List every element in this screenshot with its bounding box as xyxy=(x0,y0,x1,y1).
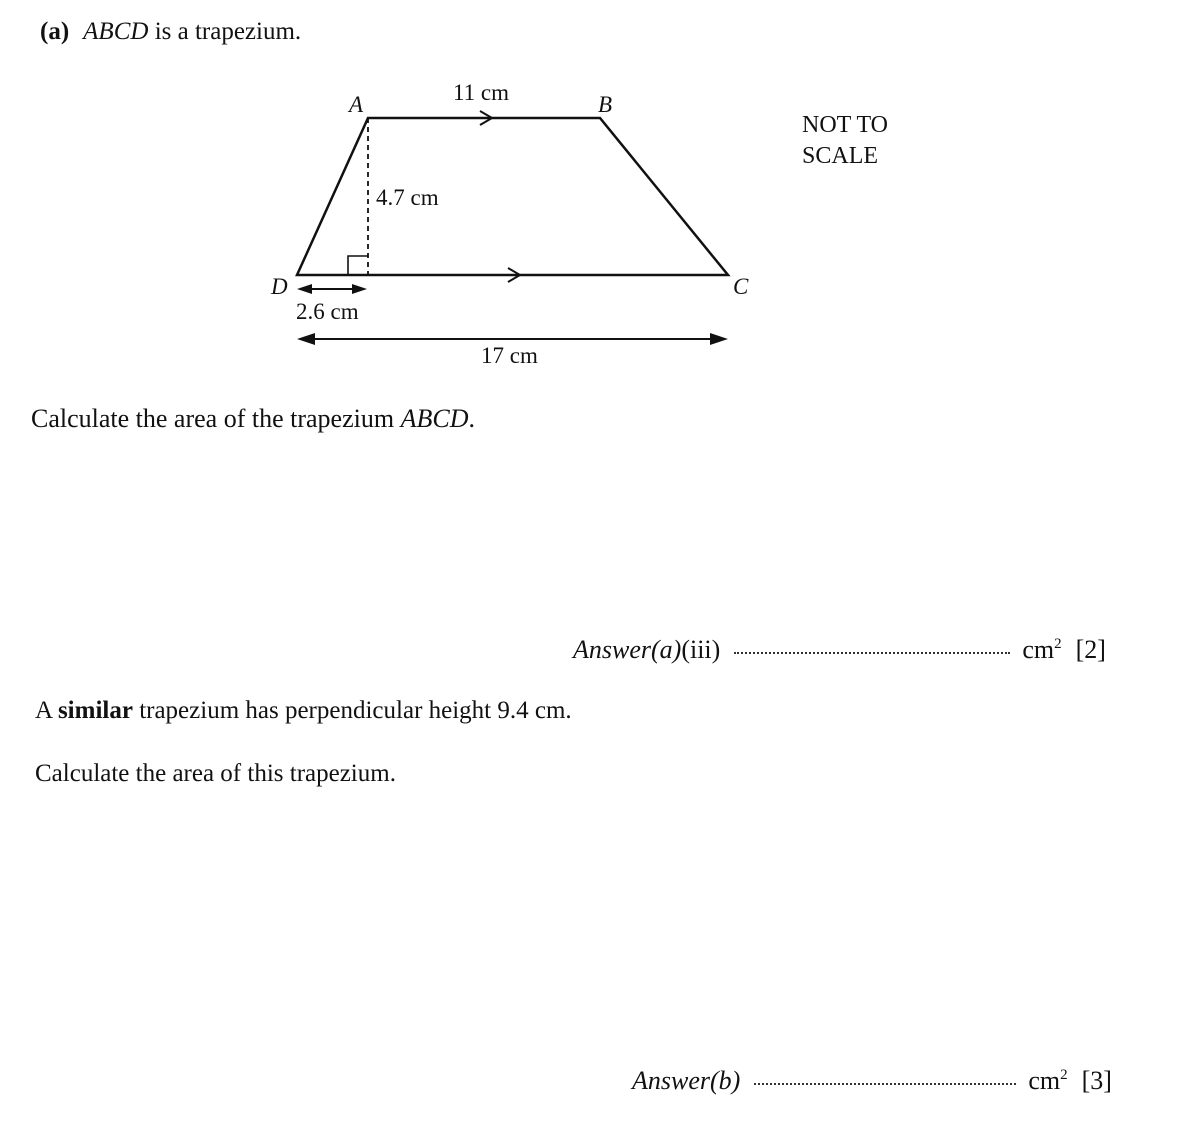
top-length-label: 11 cm xyxy=(453,80,509,105)
answer-b-line xyxy=(632,1066,1112,1096)
shape-name: ABCD xyxy=(83,18,149,45)
answer-b-label: Answer(b) xyxy=(632,1066,741,1095)
answer-b-marks: [3] xyxy=(1081,1066,1112,1095)
offset-arrow xyxy=(297,284,367,294)
answer-a-line xyxy=(573,635,1106,665)
question-a-shape: ABCD xyxy=(400,404,469,433)
part-label: (a) xyxy=(40,18,70,45)
question-a-text: Calculate the area of the trapezium ABCD. xyxy=(31,404,475,433)
height-length-label: 4.7 cm xyxy=(376,185,439,210)
offset-length-label: 2.6 cm xyxy=(296,299,359,324)
answer-a-unit: cm xyxy=(1022,635,1055,664)
answer-a-marks: [2] xyxy=(1075,635,1106,664)
bottom-length-label: 17 cm xyxy=(481,343,538,368)
not-to-scale-line-2: SCALE xyxy=(802,143,879,169)
answer-b-unit-power: 2 xyxy=(1060,1067,1068,1083)
answer-a-sub: (iii) xyxy=(681,635,721,664)
heading-text: is a trapezium. xyxy=(154,18,302,45)
question-b-line-2: Calculate the area of this trapezium. xyxy=(35,760,396,787)
trapezium-diagram xyxy=(0,0,1200,400)
answer-a-field[interactable] xyxy=(734,652,1010,654)
vertex-d-label: D xyxy=(271,274,288,299)
trapezium-outline xyxy=(297,118,728,275)
answer-b-field[interactable] xyxy=(754,1083,1016,1085)
not-to-scale-note xyxy=(802,110,942,172)
question-b-line-1: A similar trapezium has perpendicular height 9.4 cm. xyxy=(35,697,572,724)
right-angle-marker xyxy=(348,256,368,275)
not-to-scale-line-1: NOT TO xyxy=(802,112,889,138)
vertex-a-label: A xyxy=(349,92,364,117)
vertex-c-label: C xyxy=(733,274,749,299)
answer-a-label: Answer(a) xyxy=(573,635,682,664)
answer-b-unit: cm xyxy=(1028,1066,1061,1095)
similar-word: similar xyxy=(57,697,133,724)
parallel-arrows xyxy=(480,111,520,282)
answer-a-unit-power: 2 xyxy=(1054,636,1062,652)
vertex-b-label: B xyxy=(598,92,613,117)
